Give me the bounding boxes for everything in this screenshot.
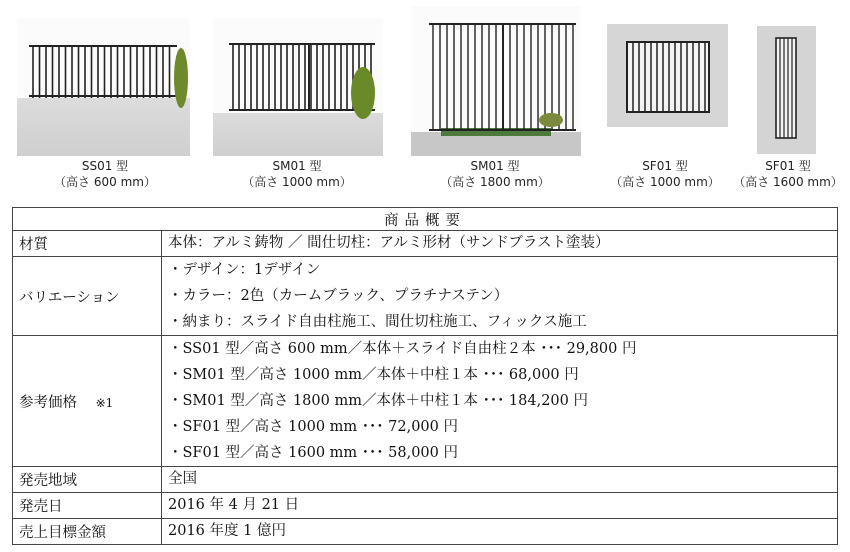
price-line: ・SM01 型／高さ 1000 mm／本体＋中柱１本 ･･･ 68,000 円 <box>168 367 579 383</box>
caption-height: （高さ 1000 mm） <box>242 175 352 189</box>
caption-height: （高さ 1600 mm） <box>733 175 843 189</box>
table-row-variation <box>13 257 838 336</box>
variation-line: ・納まり：スライド自由柱施工、間仕切柱施工、フィックス施工 <box>168 314 587 330</box>
row-label: 材質 <box>13 231 162 257</box>
row-value <box>162 519 838 545</box>
region-value: 全国 <box>168 471 197 487</box>
price-line: ・SM01 型／高さ 1800 mm／本体＋中柱１本 ･･･ 184,200 円 <box>168 393 588 409</box>
product-photo-sm01-1000 <box>213 18 383 156</box>
product-photo-sm01-1800 <box>411 6 581 156</box>
caption-sm01-1000 <box>222 158 372 190</box>
caption-height: （高さ 600 mm） <box>54 175 156 189</box>
price-line: ・SF01 型／高さ 1000 mm ･･･ 72,000 円 <box>168 419 458 435</box>
row-value <box>162 467 838 493</box>
caption-height: （高さ 1000 mm） <box>610 175 720 189</box>
release-value: 2016 年 4 月 21 日 <box>168 497 300 513</box>
product-photo-sf01-1600 <box>757 26 816 154</box>
price-line: ・SS01 型／高さ 600 mm／本体＋スライド自由柱２本 ･･･ 29,800 円 <box>168 341 637 357</box>
price-footnote-mark: ※1 <box>95 395 114 410</box>
product-photo-ss01-600 <box>17 18 190 156</box>
caption-ss01-600 <box>30 158 180 190</box>
table-row-region <box>13 467 838 493</box>
table-row-material <box>13 231 838 257</box>
caption-model: SF01 型 <box>642 159 688 173</box>
row-label: 売上目標金額 <box>13 519 162 545</box>
table-header: 商品概要 <box>13 208 838 231</box>
caption-sf01-1600 <box>732 158 844 190</box>
material-value: 本体：アルミ鋳物 ／ 間仕切柱：アルミ形材（サンドブラスト塗装） <box>168 235 610 251</box>
caption-model: SM01 型 <box>470 159 520 173</box>
target-value: 2016 年度 1 億円 <box>168 523 286 539</box>
row-label: 発売日 <box>13 493 162 519</box>
caption-model: SF01 型 <box>765 159 811 173</box>
row-label-cell <box>13 336 162 467</box>
table-row-target <box>13 519 838 545</box>
row-label: 参考価格 <box>19 394 77 411</box>
product-photo-sf01-1000 <box>607 24 728 127</box>
row-label: 発売地域 <box>13 467 162 493</box>
price-line: ・SF01 型／高さ 1600 mm ･･･ 58,000 円 <box>168 445 458 461</box>
row-value <box>162 336 838 467</box>
row-label: バリエーション <box>13 257 162 336</box>
variation-line: ・デザイン：1デザイン <box>168 262 321 278</box>
variation-line: ・カラー：2色（カームブラック、プラチナステン） <box>168 288 509 304</box>
caption-model: SS01 型 <box>81 159 129 173</box>
product-overview-table <box>12 207 838 545</box>
caption-sm01-1800 <box>420 158 570 190</box>
caption-height: （高さ 1800 mm） <box>440 175 550 189</box>
caption-model: SM01 型 <box>272 159 322 173</box>
row-value <box>162 231 838 257</box>
table-row-price <box>13 336 838 467</box>
table-row-release <box>13 493 838 519</box>
row-value <box>162 493 838 519</box>
caption-sf01-1000 <box>590 158 740 190</box>
row-value <box>162 257 838 336</box>
